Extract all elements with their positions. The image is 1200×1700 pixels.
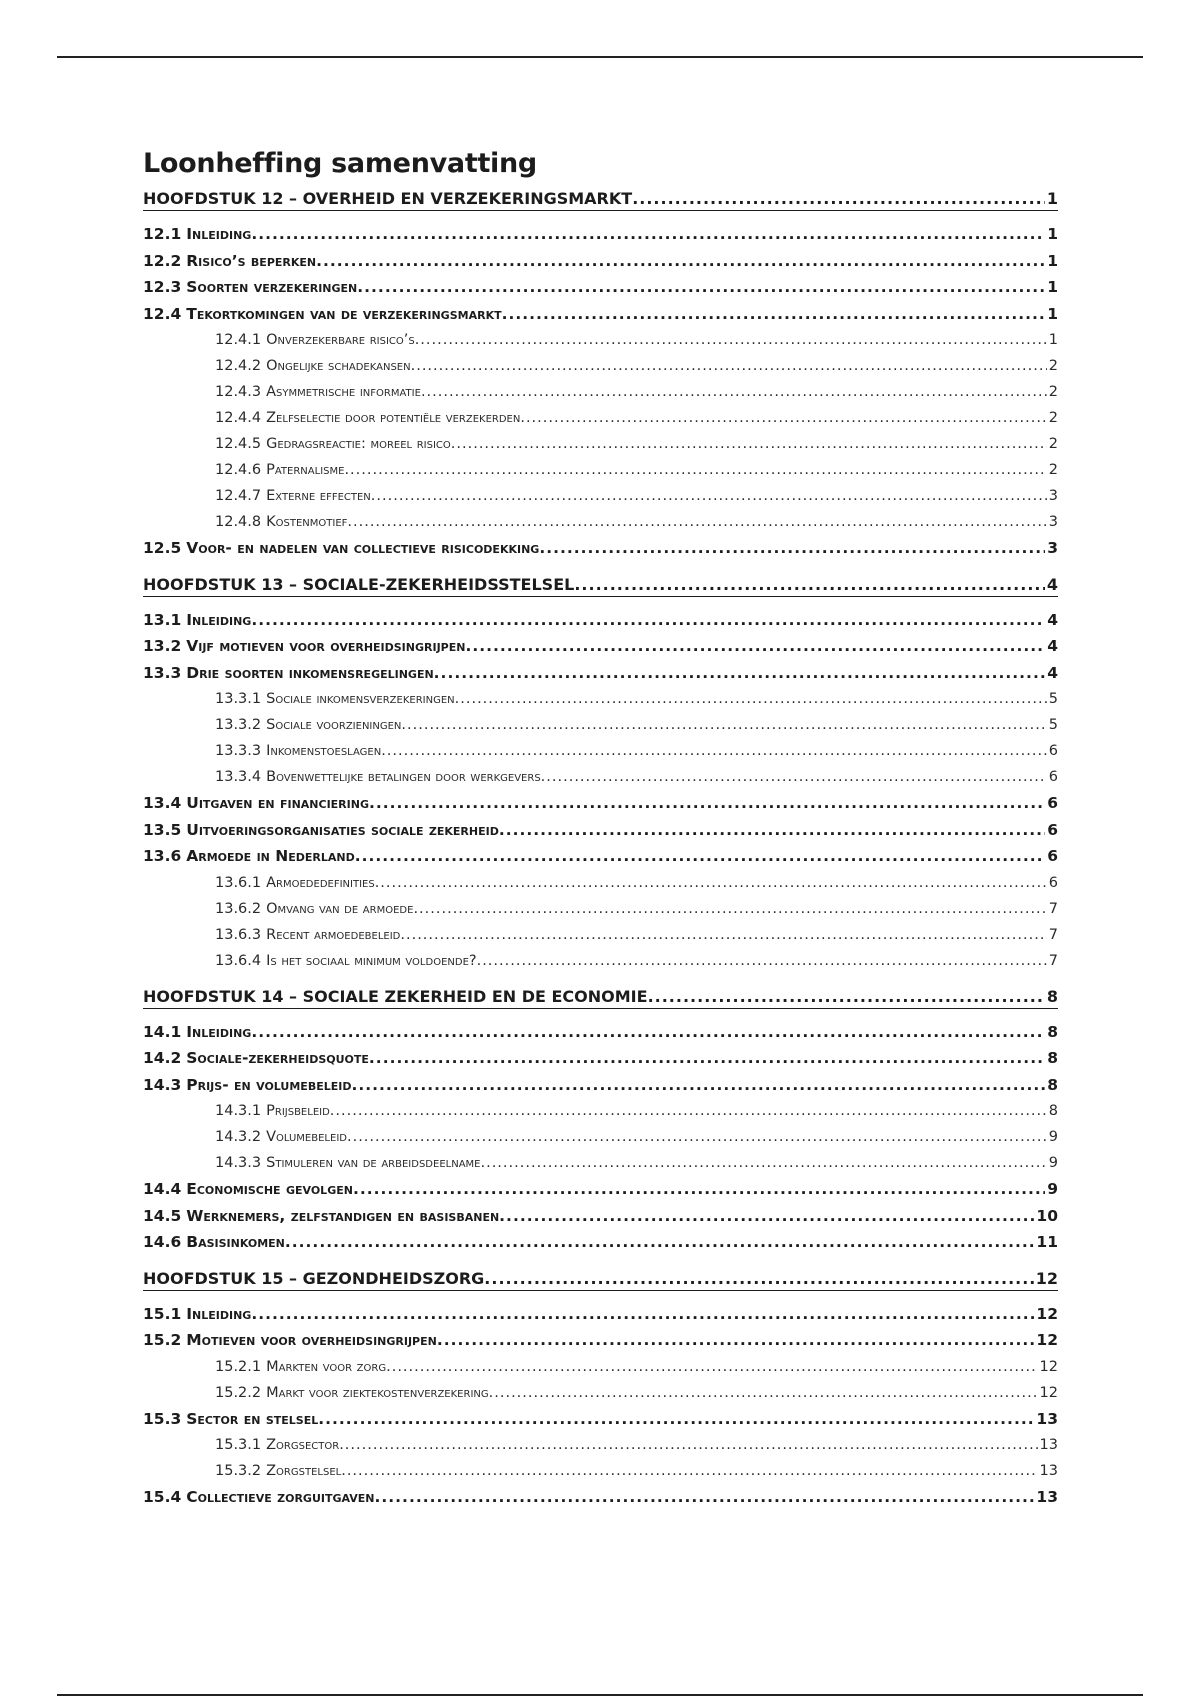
- toc-entry-number: 13.3.3: [215, 743, 262, 759]
- toc-entry-number: 15.2: [143, 1331, 182, 1349]
- toc-entry-label: [215, 327, 415, 353]
- toc-subsection-entry[interactable]: [143, 1354, 1058, 1380]
- toc-page-number: 4: [1047, 663, 1058, 682]
- toc-page-number: 6: [1048, 874, 1058, 891]
- toc-entry-text: Gedragsreactie: moreel risico: [266, 436, 451, 452]
- toc-entry-label: [143, 1045, 369, 1072]
- toc-entry-label: [143, 248, 316, 275]
- toc-entry-label: [143, 1484, 375, 1511]
- toc-entry-label: [143, 1072, 351, 1099]
- toc-entry-label: [215, 764, 541, 790]
- toc-page-number: 1: [1047, 251, 1058, 270]
- toc-entry-text: Uitvoeringsorganisaties sociale zekerheid: [186, 820, 499, 839]
- toc-entry-label: [143, 188, 632, 210]
- toc-page-number: 7: [1048, 900, 1058, 917]
- toc-dot-leader: [347, 509, 1046, 535]
- toc-dot-leader: [489, 1380, 1038, 1406]
- toc-entry-text: Risico’s beperken: [186, 251, 317, 270]
- toc-entry-text: Collectieve zorguitgaven: [186, 1488, 375, 1506]
- toc-entry-label: [215, 483, 371, 509]
- toc-entry-text: Sector en stelsel: [186, 1409, 319, 1428]
- toc-subsection-entry[interactable]: [143, 686, 1058, 712]
- toc-entry-number: 15.2.1: [215, 1358, 262, 1375]
- toc-page-number: 7: [1048, 926, 1058, 943]
- toc-entry-text: Recent armoedebeleid: [266, 926, 401, 943]
- table-of-contents: [143, 186, 1058, 1511]
- toc-dot-leader: [341, 1458, 1037, 1484]
- toc-entry-number: 13.4: [143, 794, 182, 812]
- toc-chapter-entry[interactable]: [143, 986, 1058, 1009]
- toc-dot-leader: [434, 660, 1046, 687]
- toc-subsection-entry[interactable]: [143, 738, 1058, 764]
- toc-page-number: 6: [1048, 769, 1058, 785]
- toc-subsection-entry[interactable]: [143, 922, 1058, 948]
- toc-entry-label: [215, 738, 381, 764]
- toc-dot-leader: [632, 188, 1045, 210]
- toc-entry-text: Zorgstelsel: [266, 1463, 342, 1479]
- toc-entry-number: 15.3.1: [215, 1437, 262, 1453]
- toc-entry-number: 14.5: [143, 1206, 182, 1225]
- toc-page-number: 12: [1036, 1331, 1058, 1349]
- toc-entry-text: Drie soorten inkomensregelingen: [186, 663, 434, 682]
- toc-subsection-entry[interactable]: [143, 948, 1058, 974]
- toc-entry-label: [143, 1268, 484, 1290]
- toc-section-entry[interactable]: [143, 1176, 1058, 1203]
- toc-dot-leader: [574, 574, 1045, 596]
- toc-entry-number: 12.4.4: [215, 410, 262, 426]
- toc-dot-leader: [411, 353, 1047, 379]
- toc-dot-leader: [520, 405, 1046, 431]
- toc-entry-text: Externe effecten: [266, 488, 371, 504]
- toc-page-number: 3: [1048, 514, 1058, 530]
- toc-entry-text: Inleiding: [186, 610, 252, 629]
- toc-entry-label: [143, 1301, 251, 1328]
- toc-entry-text: Volumebeleid: [266, 1129, 347, 1145]
- toc-dot-leader: [371, 483, 1047, 509]
- toc-page-number: 2: [1048, 462, 1058, 478]
- toc-entry-label: [215, 353, 411, 379]
- toc-entry-number: 15.1: [143, 1304, 182, 1323]
- toc-subsection-entry[interactable]: [143, 353, 1058, 379]
- toc-entry-text: Is het sociaal minimum voldoende?: [266, 952, 477, 969]
- toc-entry-number: 12.4.2: [215, 358, 262, 374]
- toc-subsection-entry[interactable]: [143, 1124, 1058, 1150]
- toc-page-number: 12: [1039, 1384, 1058, 1401]
- toc-subsection-entry[interactable]: [143, 509, 1058, 535]
- toc-entry-text: Stimuleren van de arbeidsdeelname: [266, 1155, 481, 1171]
- toc-dot-leader: [415, 327, 1047, 353]
- toc-subsection-entry[interactable]: [143, 379, 1058, 405]
- toc-entry-label: [215, 948, 477, 974]
- toc-entry-number: 13.5: [143, 820, 182, 839]
- toc-entry-label: [215, 379, 421, 405]
- toc-entry-number: 12.1: [143, 225, 182, 243]
- toc-dot-leader: [648, 986, 1045, 1008]
- toc-entry-label: [215, 1124, 347, 1150]
- toc-page-number: 1: [1047, 278, 1058, 296]
- toc-entry-text: Kostenmotief: [266, 514, 348, 530]
- toc-dot-leader: [541, 764, 1047, 790]
- toc-subsection-entry[interactable]: [143, 896, 1058, 922]
- toc-entry-text: Soorten verzekeringen: [186, 278, 358, 296]
- toc-entry-text: Inleiding: [186, 1022, 252, 1041]
- toc-page-number: 13: [1036, 1409, 1058, 1428]
- toc-dot-leader: [437, 1327, 1035, 1354]
- toc-page-number: 8: [1046, 986, 1058, 1006]
- toc-entry-label: [215, 686, 455, 712]
- toc-page-number: 10: [1036, 1206, 1058, 1225]
- toc-entry-label: [143, 574, 574, 596]
- toc-dot-leader: [400, 922, 1046, 948]
- toc-entry-number: 13.6.1: [215, 874, 262, 891]
- toc-page-number: 8: [1047, 1022, 1058, 1041]
- toc-entry-label: [143, 1406, 318, 1433]
- toc-page-number: 8: [1047, 1049, 1058, 1067]
- toc-entry-text: Sociale voorzieningen: [266, 717, 402, 733]
- toc-page-number: 5: [1048, 717, 1058, 733]
- toc-dot-leader: [477, 948, 1047, 974]
- toc-page-number: 7: [1048, 952, 1058, 969]
- toc-entry-number: 12.4.8: [215, 514, 262, 530]
- toc-subsection-entry[interactable]: [143, 1432, 1058, 1458]
- toc-subsection-entry[interactable]: [143, 870, 1058, 896]
- toc-entry-label: [143, 660, 434, 687]
- toc-subsection-entry[interactable]: [143, 405, 1058, 431]
- toc-page-number: 12: [1036, 1304, 1058, 1323]
- toc-entry-label: [215, 712, 401, 738]
- toc-entry-text: Inleiding: [186, 225, 252, 243]
- toc-dot-leader: [421, 379, 1047, 405]
- toc-dot-leader: [369, 790, 1045, 817]
- toc-entry-number: 15.4: [143, 1488, 182, 1506]
- toc-entry-text: HOOFDSTUK 12 – OVERHEID EN VERZEKERINGSMARKT: [143, 189, 633, 208]
- toc-entry-number: 12.5: [143, 539, 182, 557]
- toc-subsection-entry[interactable]: [143, 327, 1058, 353]
- toc-dot-leader: [480, 1150, 1046, 1176]
- toc-dot-leader: [318, 1406, 1034, 1433]
- toc-dot-leader: [413, 896, 1046, 922]
- toc-page-number: 9: [1048, 1129, 1058, 1145]
- toc-entry-label: [143, 633, 465, 660]
- toc-dot-leader: [539, 535, 1045, 562]
- toc-entry-text: Uitgaven en financiering: [186, 794, 369, 812]
- toc-section-entry[interactable]: [143, 790, 1058, 817]
- toc-dot-leader: [339, 1432, 1037, 1458]
- toc-entry-text: Ongelijke schadekansen: [266, 358, 411, 374]
- toc-page-number: 13: [1036, 1488, 1058, 1506]
- toc-dot-leader: [353, 1176, 1045, 1203]
- toc-section-entry[interactable]: [143, 1406, 1058, 1433]
- toc-entry-label: [143, 1229, 285, 1256]
- toc-page-number: 13: [1039, 1463, 1058, 1479]
- toc-entry-number: 15.3.2: [215, 1463, 262, 1479]
- toc-subsection-entry[interactable]: [143, 764, 1058, 790]
- toc-entry-text: HOOFDSTUK 13 – SOCIALE-ZEKERHEIDSSTELSEL: [143, 574, 575, 594]
- toc-entry-text: Sociale inkomensverzekeringen: [266, 691, 455, 707]
- toc-entry-label: [215, 405, 520, 431]
- toc-page-number: 3: [1047, 539, 1058, 557]
- toc-entry-text: Inleiding: [186, 1304, 252, 1323]
- toc-dot-leader: [316, 248, 1045, 275]
- toc-entry-number: 12.4.6: [215, 462, 262, 478]
- document-body: [143, 146, 1058, 1511]
- toc-entry-label: [215, 922, 400, 948]
- toc-page-number: 3: [1048, 488, 1058, 504]
- toc-dot-leader: [251, 221, 1045, 248]
- toc-entry-label: [215, 1380, 489, 1406]
- toc-dot-leader: [465, 633, 1045, 660]
- toc-entry-label: [215, 431, 451, 457]
- toc-entry-number: 13.3.2: [215, 717, 262, 733]
- toc-page-number: 12: [1039, 1358, 1058, 1375]
- toc-page-number: 1: [1047, 225, 1058, 243]
- toc-page-number: 2: [1048, 358, 1058, 374]
- toc-entry-text: Werknemers, zelfstandigen en basisbanen: [186, 1206, 500, 1225]
- toc-page-number: 8: [1047, 1075, 1058, 1094]
- toc-dot-leader: [386, 1354, 1037, 1380]
- toc-subsection-entry[interactable]: [143, 1098, 1058, 1124]
- toc-entry-text: Prijs- en volumebeleid: [186, 1075, 352, 1094]
- toc-entry-number: 13.3.1: [215, 691, 262, 707]
- toc-entry-number: 14.6: [143, 1233, 182, 1251]
- toc-entry-text: Vijf motieven voor overheidsingrijpen: [186, 637, 466, 655]
- toc-dot-leader: [499, 1203, 1034, 1230]
- toc-entry-number: 13.6.4: [215, 952, 262, 969]
- toc-page-number: 2: [1048, 410, 1058, 426]
- toc-entry-number: 12.4.1: [215, 332, 262, 348]
- toc-section-entry[interactable]: [143, 633, 1058, 660]
- toc-entry-text: Voor- en nadelen van collectieve risicodekking: [186, 539, 540, 557]
- toc-section-entry[interactable]: [143, 843, 1058, 870]
- toc-page-number: 2: [1048, 436, 1058, 452]
- toc-entry-text: Armoede in Nederland: [186, 847, 355, 865]
- toc-entry-label: [143, 1019, 251, 1046]
- toc-entry-number: 13.6.2: [215, 900, 262, 917]
- toc-page-number: 13: [1039, 1437, 1058, 1453]
- document-title: Loonheffing samenvatting: [143, 148, 537, 179]
- toc-dot-leader: [357, 274, 1045, 301]
- toc-entry-label: [215, 1354, 386, 1380]
- toc-subsection-entry[interactable]: [143, 712, 1058, 738]
- toc-entry-number: 14.4: [143, 1180, 182, 1198]
- toc-entry-label: [215, 457, 344, 483]
- header-rule: [57, 56, 1143, 58]
- toc-entry-label: [215, 896, 413, 922]
- toc-entry-label: [143, 817, 499, 844]
- toc-entry-label: [143, 1176, 353, 1203]
- toc-page-number: 6: [1047, 820, 1058, 839]
- toc-entry-number: 14.3.3: [215, 1155, 262, 1171]
- toc-section-entry[interactable]: [143, 1019, 1058, 1046]
- toc-dot-leader: [375, 1484, 1035, 1511]
- toc-entry-label: [143, 986, 648, 1008]
- toc-dot-leader: [484, 1268, 1033, 1290]
- toc-entry-label: [215, 1098, 330, 1124]
- toc-entry-number: 14.1: [143, 1022, 182, 1041]
- toc-dot-leader: [330, 1098, 1047, 1124]
- toc-section-entry[interactable]: [143, 535, 1058, 562]
- toc-page-number: 1: [1048, 332, 1058, 348]
- toc-entry-label: [143, 1327, 437, 1354]
- toc-section-entry[interactable]: [143, 301, 1058, 328]
- toc-dot-leader: [251, 1301, 1034, 1328]
- toc-entry-number: 15.3: [143, 1409, 182, 1428]
- toc-section-entry[interactable]: [143, 1327, 1058, 1354]
- toc-page-number: 1: [1047, 304, 1058, 323]
- toc-entry-text: Paternalisme: [266, 462, 345, 478]
- toc-entry-text: Omvang van de armoede: [266, 900, 414, 917]
- toc-entry-number: 14.3.1: [215, 1103, 262, 1119]
- toc-dot-leader: [369, 1045, 1045, 1072]
- toc-entry-text: HOOFDSTUK 14 – SOCIALE ZEKERHEID EN DE ECONOMIE: [143, 986, 648, 1006]
- toc-page-number: 6: [1048, 743, 1058, 759]
- toc-section-entry[interactable]: [143, 660, 1058, 687]
- toc-entry-text: Economische gevolgen: [186, 1180, 353, 1198]
- toc-entry-text: Inkomenstoeslagen: [266, 743, 382, 759]
- toc-entry-number: 15.2.2: [215, 1384, 262, 1401]
- toc-section-entry[interactable]: [143, 607, 1058, 634]
- toc-entry-text: HOOFDSTUK 15 – GEZONDHEIDSZORG: [143, 1268, 485, 1288]
- toc-entry-number: 12.4.3: [215, 384, 262, 400]
- toc-dot-leader: [451, 431, 1047, 457]
- toc-entry-number: 13.3: [143, 663, 182, 682]
- toc-chapter-entry[interactable]: [143, 188, 1058, 211]
- toc-entry-text: Zorgsector: [266, 1437, 340, 1453]
- toc-section-entry[interactable]: [143, 1484, 1058, 1511]
- toc-entry-text: Onverzekerbare risico’s: [266, 332, 415, 348]
- toc-subsection-entry[interactable]: [143, 1458, 1058, 1484]
- toc-entry-label: [143, 221, 251, 248]
- toc-entry-number: 14.3.2: [215, 1129, 262, 1145]
- toc-page-number: 4: [1047, 610, 1058, 629]
- toc-entry-number: 12.4: [143, 304, 182, 323]
- toc-entry-number: 14.2: [143, 1049, 182, 1067]
- toc-page-number: 5: [1048, 691, 1058, 707]
- toc-entry-number: 12.3: [143, 278, 182, 296]
- toc-entry-number: 13.6: [143, 847, 182, 865]
- toc-entry-number: 14.3: [143, 1075, 182, 1094]
- toc-entry-label: [215, 1150, 480, 1176]
- toc-entry-text: Asymmetrische informatie: [266, 384, 421, 400]
- toc-entry-text: Zelfselectie door potentiële verzekerden: [266, 410, 521, 426]
- toc-dot-leader: [375, 870, 1047, 896]
- toc-entry-label: [143, 790, 369, 817]
- toc-page-number: 4: [1046, 574, 1058, 594]
- toc-dot-leader: [499, 817, 1045, 844]
- toc-dot-leader: [502, 301, 1046, 328]
- toc-entry-text: Sociale-zekerheidsquote: [186, 1049, 369, 1067]
- toc-entry-label: [143, 274, 357, 301]
- toc-page-number: 12: [1035, 1268, 1058, 1288]
- toc-section-entry[interactable]: [143, 817, 1058, 844]
- toc-entry-text: Markt voor ziektekostenverzekering: [266, 1384, 489, 1401]
- toc-page-number: 9: [1047, 1180, 1058, 1198]
- toc-entry-text: Markten voor zorg: [266, 1358, 387, 1375]
- toc-dot-leader: [285, 1229, 1035, 1256]
- toc-page-number: 6: [1047, 847, 1058, 865]
- toc-entry-number: 13.3.4: [215, 769, 262, 785]
- toc-entry-label: [215, 1458, 341, 1484]
- toc-entry-label: [215, 509, 347, 535]
- toc-entry-label: [143, 1203, 499, 1230]
- toc-entry-text: Bovenwettelijke betalingen door werkgevers: [266, 769, 541, 785]
- toc-entry-number: 12.4.7: [215, 488, 262, 504]
- toc-entry-label: [143, 535, 539, 562]
- toc-section-entry[interactable]: [143, 1072, 1058, 1099]
- toc-subsection-entry[interactable]: [143, 1380, 1058, 1406]
- toc-section-entry[interactable]: [143, 1301, 1058, 1328]
- toc-page-number: 9: [1048, 1155, 1058, 1171]
- toc-page-number: 6: [1047, 794, 1058, 812]
- toc-entry-text: Tekortkomingen van de verzekeringsmarkt: [186, 304, 502, 323]
- toc-chapter-entry[interactable]: [143, 1268, 1058, 1291]
- toc-entry-label: [215, 870, 375, 896]
- toc-entry-text: Prijsbeleid: [266, 1103, 330, 1119]
- toc-subsection-entry[interactable]: [143, 483, 1058, 509]
- toc-section-entry[interactable]: [143, 1045, 1058, 1072]
- toc-section-entry[interactable]: [143, 248, 1058, 275]
- toc-section-entry[interactable]: [143, 1229, 1058, 1256]
- toc-page-number: 8: [1048, 1103, 1058, 1119]
- toc-chapter-entry[interactable]: [143, 574, 1058, 597]
- toc-dot-leader: [347, 1124, 1047, 1150]
- toc-entry-label: [215, 1432, 339, 1458]
- toc-entry-number: 13.1: [143, 610, 182, 629]
- toc-subsection-entry[interactable]: [143, 431, 1058, 457]
- toc-page-number: 2: [1048, 384, 1058, 400]
- toc-section-entry[interactable]: [143, 274, 1058, 301]
- toc-entry-label: [143, 301, 502, 328]
- toc-section-entry[interactable]: [143, 221, 1058, 248]
- toc-section-entry[interactable]: [143, 1203, 1058, 1230]
- toc-dot-leader: [251, 1019, 1045, 1046]
- toc-dot-leader: [351, 1072, 1045, 1099]
- toc-entry-label: [143, 607, 251, 634]
- toc-subsection-entry[interactable]: [143, 457, 1058, 483]
- toc-dot-leader: [381, 738, 1047, 764]
- toc-entry-label: [143, 843, 355, 870]
- toc-page-number: 4: [1047, 637, 1058, 655]
- toc-subsection-entry[interactable]: [143, 1150, 1058, 1176]
- footer-rule: [57, 1694, 1143, 1696]
- toc-dot-leader: [344, 457, 1046, 483]
- toc-entry-number: 12.2: [143, 251, 182, 270]
- toc-entry-text: Basisinkomen: [186, 1233, 285, 1251]
- toc-entry-number: 12.4.5: [215, 436, 262, 452]
- toc-page-number: 11: [1036, 1233, 1058, 1251]
- toc-entry-text: Motieven voor overheidsingrijpen: [186, 1331, 437, 1349]
- toc-dot-leader: [251, 607, 1045, 634]
- toc-entry-number: 13.6.3: [215, 926, 262, 943]
- toc-entry-text: Armoededefinities: [266, 874, 375, 891]
- toc-dot-leader: [455, 686, 1047, 712]
- toc-entry-number: 13.2: [143, 637, 182, 655]
- toc-dot-leader: [355, 843, 1045, 870]
- toc-page-number: 1: [1046, 189, 1058, 208]
- toc-dot-leader: [401, 712, 1046, 738]
